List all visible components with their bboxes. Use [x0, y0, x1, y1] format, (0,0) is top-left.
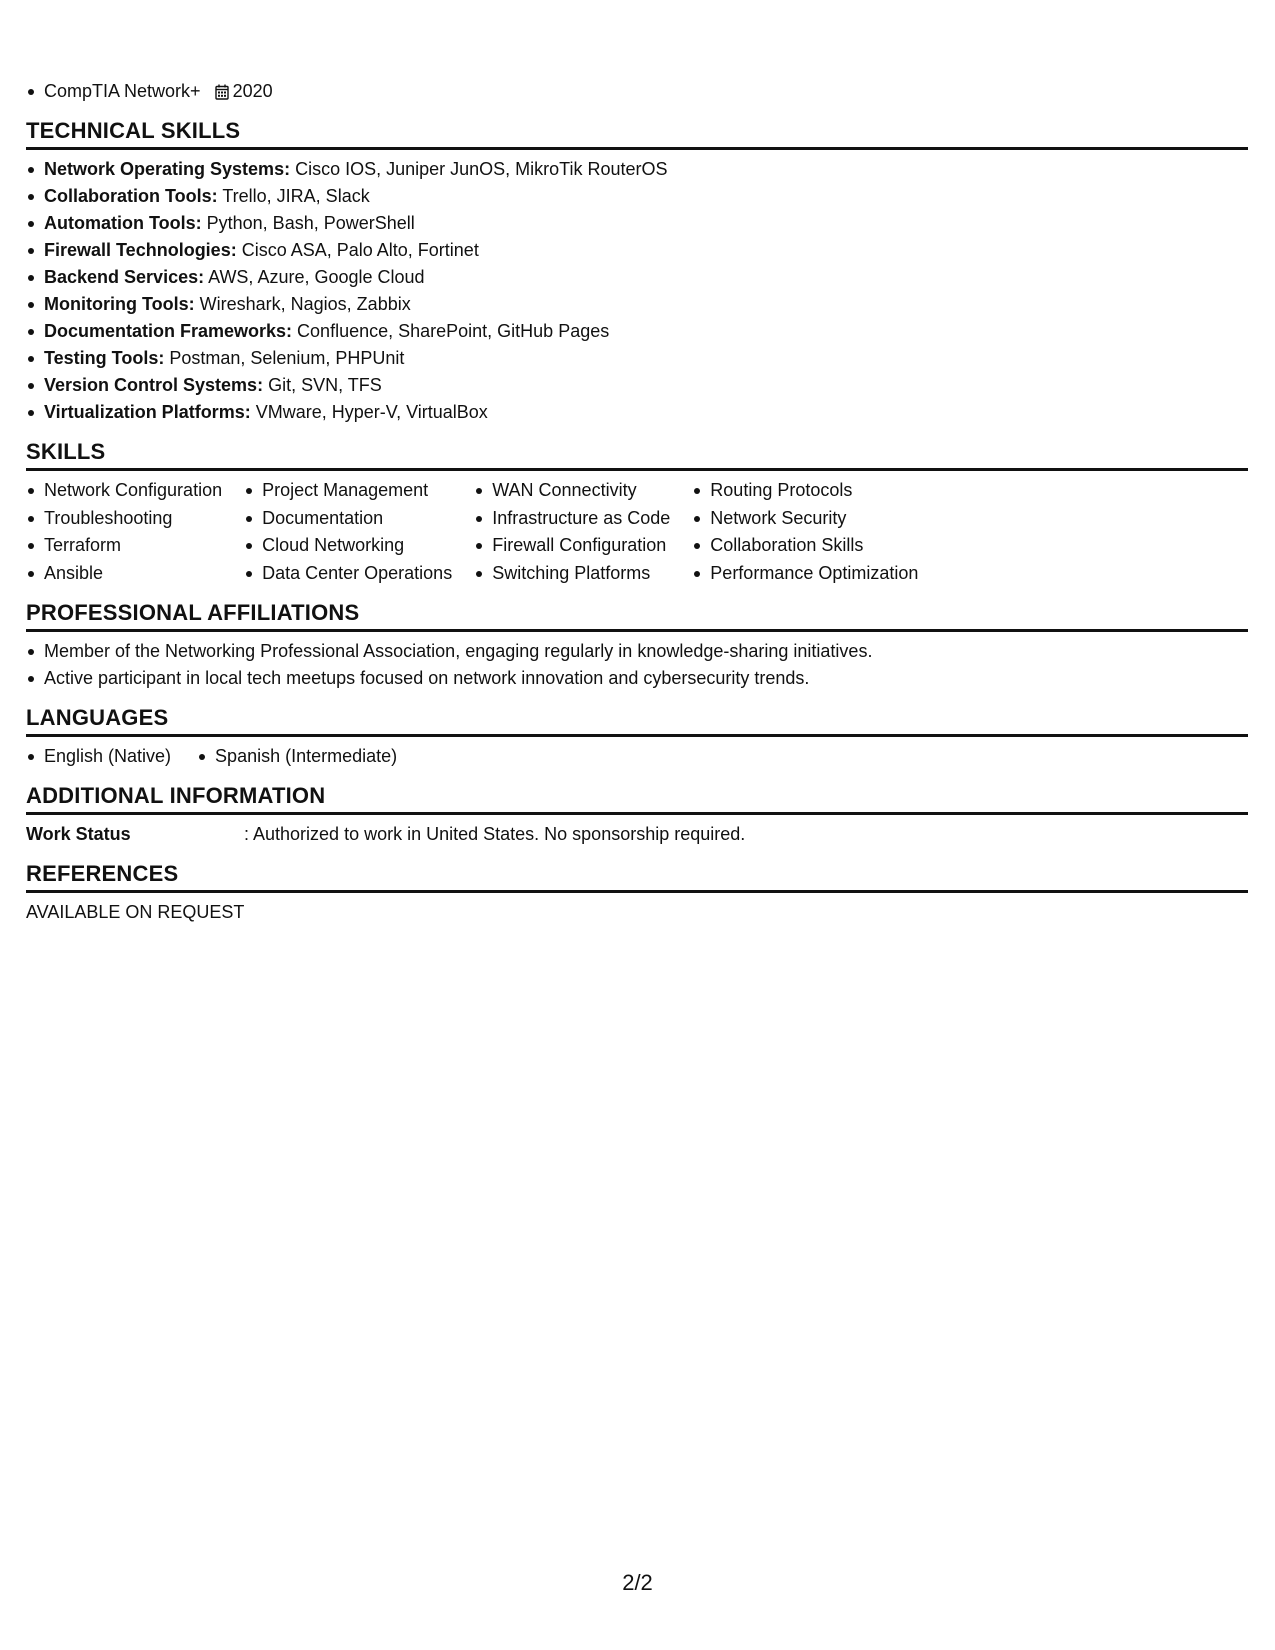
skill-label: Network Operating Systems: [44, 159, 291, 179]
list-item: Troubleshooting [26, 505, 222, 533]
skill-value: VMware, Hyper-V, VirtualBox [250, 402, 488, 422]
languages-section [26, 704, 1248, 770]
certifications-list [26, 78, 1248, 105]
skill-value: Cisco IOS, Juniper JunOS, MikroTik RouterOS [290, 159, 668, 179]
certification-year: 2020 [232, 81, 273, 101]
page-number: 2/2 [622, 1570, 653, 1595]
list-item: Performance Optimization [692, 560, 918, 588]
list-item: Infrastructure as Code [474, 505, 670, 533]
skill-label: Backend Services: [44, 267, 205, 287]
section-title: SKILLS [26, 438, 1248, 471]
skills-grid [26, 477, 1248, 587]
section-title: REFERENCES [26, 860, 1248, 893]
section-title: PROFESSIONAL AFFILIATIONS [26, 599, 1248, 632]
skill-value: AWS, Azure, Google Cloud [204, 267, 425, 287]
list-item [26, 399, 1248, 426]
work-status-label: Work Status [26, 824, 131, 844]
section-title: TECHNICAL SKILLS [26, 117, 1248, 150]
work-status-row [26, 821, 1248, 848]
calendar-icon [215, 84, 229, 100]
list-item: Member of the Networking Professional Association, engaging regularly in knowledge-sharing initiatives. [26, 638, 1248, 665]
skill-label: Virtualization Platforms: [44, 402, 251, 422]
list-item [26, 291, 1248, 318]
skill-label: Automation Tools: [44, 213, 202, 233]
skills-column [244, 477, 452, 587]
list-item: Documentation [244, 505, 452, 533]
list-item [26, 156, 1248, 183]
references-section [26, 860, 1248, 926]
skill-value: Git, SVN, TFS [263, 375, 382, 395]
certification-name: CompTIA Network+ [44, 81, 201, 101]
skill-label: Version Control Systems: [44, 375, 264, 395]
list-item: English (Native) [26, 743, 171, 770]
list-item [26, 318, 1248, 345]
skill-label: Collaboration Tools: [44, 186, 218, 206]
list-item: Terraform [26, 532, 222, 560]
skill-value: Cisco ASA, Palo Alto, Fortinet [236, 240, 479, 260]
skills-section [26, 438, 1248, 587]
skills-column [692, 477, 918, 587]
skill-label: Testing Tools: [44, 348, 165, 368]
list-item: Network Configuration [26, 477, 222, 505]
list-item: Network Security [692, 505, 918, 533]
affiliations-section [26, 599, 1248, 692]
references-text: AVAILABLE ON REQUEST [26, 902, 245, 922]
section-title: ADDITIONAL INFORMATION [26, 782, 1248, 815]
certification-item [26, 78, 1248, 105]
section-title: LANGUAGES [26, 704, 1248, 737]
skill-value: Trello, JIRA, Slack [217, 186, 370, 206]
list-item [26, 237, 1248, 264]
list-item: Data Center Operations [244, 560, 452, 588]
list-item: Switching Platforms [474, 560, 670, 588]
work-status-value: : Authorized to work in United States. No sponsorship required. [244, 824, 746, 844]
technical-skills-section [26, 117, 1248, 426]
list-item [26, 264, 1248, 291]
list-item: Project Management [244, 477, 452, 505]
skill-value: Postman, Selenium, PHPUnit [164, 348, 405, 368]
list-item [26, 345, 1248, 372]
list-item [26, 372, 1248, 399]
list-item: WAN Connectivity [474, 477, 670, 505]
skill-value: Python, Bash, PowerShell [201, 213, 415, 233]
skills-column [26, 477, 222, 587]
list-item: Ansible [26, 560, 222, 588]
affiliations-list [26, 638, 1248, 692]
skill-value: Wireshark, Nagios, Zabbix [194, 294, 411, 314]
list-item: Spanish (Intermediate) [197, 743, 397, 770]
skill-label: Monitoring Tools: [44, 294, 195, 314]
list-item: Firewall Configuration [474, 532, 670, 560]
additional-info-section [26, 782, 1248, 848]
list-item: Cloud Networking [244, 532, 452, 560]
skills-column [474, 477, 670, 587]
list-item [26, 183, 1248, 210]
list-item: Active participant in local tech meetups focused on network innovation and cybersecurity trends. [26, 665, 1248, 692]
skill-label: Firewall Technologies: [44, 240, 237, 260]
resume-page [26, 78, 1248, 926]
list-item [26, 210, 1248, 237]
skill-label: Documentation Frameworks: [44, 321, 293, 341]
languages-list [26, 743, 1248, 770]
list-item: Collaboration Skills [692, 532, 918, 560]
list-item: Routing Protocols [692, 477, 918, 505]
skill-value: Confluence, SharePoint, GitHub Pages [292, 321, 610, 341]
technical-skills-list [26, 156, 1248, 426]
